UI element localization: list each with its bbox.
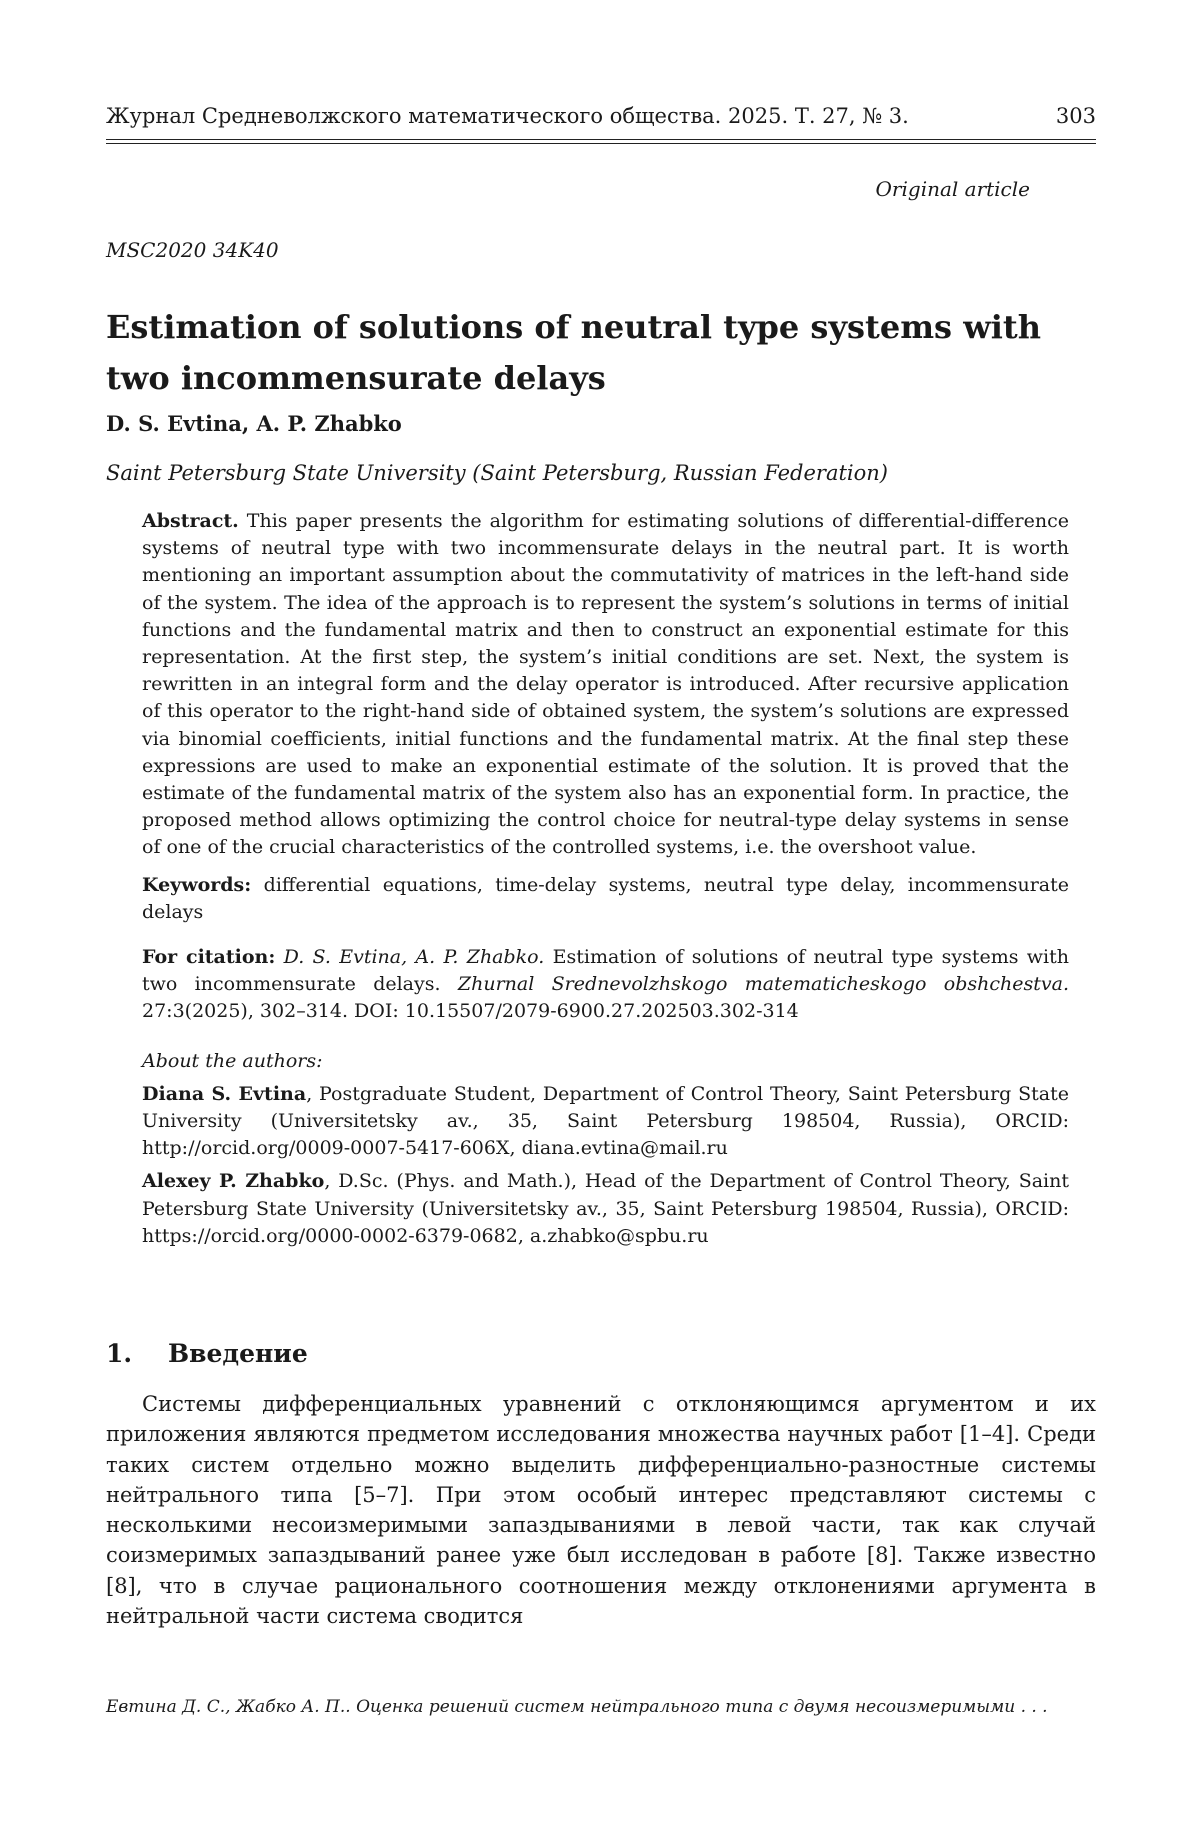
abstract-block <box>142 508 1069 1250</box>
paper-title: Estimation of solutions of neutral type systems with two incommensurate delays <box>106 308 1041 397</box>
citation-title: Estimation of solutions of neutral type systems with two incommensurate delays. <box>142 946 1069 996</box>
author-bio <box>142 1168 1069 1250</box>
running-header <box>106 104 1096 128</box>
section-paragraph: Системы дифференциальных уравнений с отклоняющимся аргументом и их приложения являются предметом исследования множества научных работ [1–4]. Среди таких систем отдельно можно выделить дифференциально-разностные системы нейтрального типа [5–7]. При этом особый интерес представляют системы с несколькими несоизмеримыми запаздываниями в левой части, так как случай соизмеримых запаздываний ранее уже был исследован в работе [8]. Также известно [8], что в случае рационального соотношения между отклонениями аргумента в нейтральной части система сводится <box>106 1392 1096 1629</box>
journal-name: Журнал Средневолжского математического общества. 2025. Т. 27, № 3. <box>106 104 909 128</box>
abstract-text: This paper presents the algorithm for estimating solutions of differential-difference systems of neutral type with two incommensurate delays in the neutral part. It is worth mentioning an important assumption about the commutativity of matrices in the left-hand side of the system. The idea of the approach is to represent the system’s solutions in terms of initial functions and the fundamental matrix and then to construct an exponential estimate for this representation. At the first step, the system’s initial conditions are set. Next, the system is rewritten in an integral form and the delay operator is introduced. After recursive application of this operator to the right-hand side of obtained system, the system’s solutions are expressed via binomial coefficients, initial functions and the fundamental matrix. At the final step these expressions are used to make an exponential estimate of the solution. It is proved that the estimate of the fundamental matrix of the system also has an exponential form. In practice, the proposed method allows optimizing the control choice for neutral-type delay systems in sense of one of the crucial characteristics of the controlled systems, i.e. the overshoot value. <box>142 510 1069 859</box>
author-bio-info: , Postgraduate Student, Department of Control Theory, Saint Petersburg State University (Universitetsky av., 35, Saint Petersburg 198504, Russia), ORCID: http://orcid.org/0009-0007-5417-606X, diana.evtina@mail.ru <box>142 1082 1069 1160</box>
header-rule-thick <box>106 139 1096 140</box>
running-footer: Евтина Д. С., Жабко А. П.. Оценка решений систем нейтрального типа с двумя несоизмеримыми . . . <box>106 1697 1048 1717</box>
about-authors-title: About the authors: <box>142 1049 323 1072</box>
keywords-text: differential equations, time-delay systems, neutral type delay, incommensurate delays <box>142 873 1069 923</box>
authors: D. S. Evtina, A. P. Zhabko <box>106 411 402 436</box>
author-bio <box>142 1081 1069 1163</box>
keywords <box>142 872 1069 926</box>
citation-journal: Zhurnal Srednevolzhskogo matematicheskogo obshchestva. <box>457 973 1069 996</box>
header-rule-thin <box>106 143 1096 144</box>
keywords-label: Keywords: <box>142 873 252 896</box>
author-bio-name: Diana S. Evtina <box>142 1082 307 1105</box>
section-heading <box>106 1339 308 1368</box>
abstract <box>142 508 1069 862</box>
citation <box>142 944 1069 1026</box>
author-bio-info: , D.Sc. (Phys. and Math.), Head of the Department of Control Theory, Saint Petersburg State University (Universitetsky av., 35, Saint Petersburg 198504, Russia), ORCID: https://orcid.org/0000-0002-6379-0682, a.zhabko@spbu.ru <box>142 1170 1070 1247</box>
section-number: 1. <box>106 1339 133 1368</box>
citation-details: 27:3(2025), 302–314. DOI: 10.15507/2079-6900.27.202503.302-314 <box>142 1000 799 1023</box>
author-bio-name: Alexey P. Zhabko <box>142 1170 325 1193</box>
citation-authors: D. S. Evtina, A. P. Zhabko. <box>283 946 545 969</box>
msc-code: MSC2020 34K40 <box>106 238 279 262</box>
citation-label: For citation: <box>142 946 276 969</box>
abstract-label: Abstract. <box>142 510 239 532</box>
affiliation: Saint Petersburg State University (Saint Petersburg, Russian Federation) <box>106 461 888 485</box>
page-number: 303 <box>1055 104 1096 128</box>
article-type: Original article <box>875 177 1030 201</box>
section-title: Введение <box>168 1339 308 1368</box>
